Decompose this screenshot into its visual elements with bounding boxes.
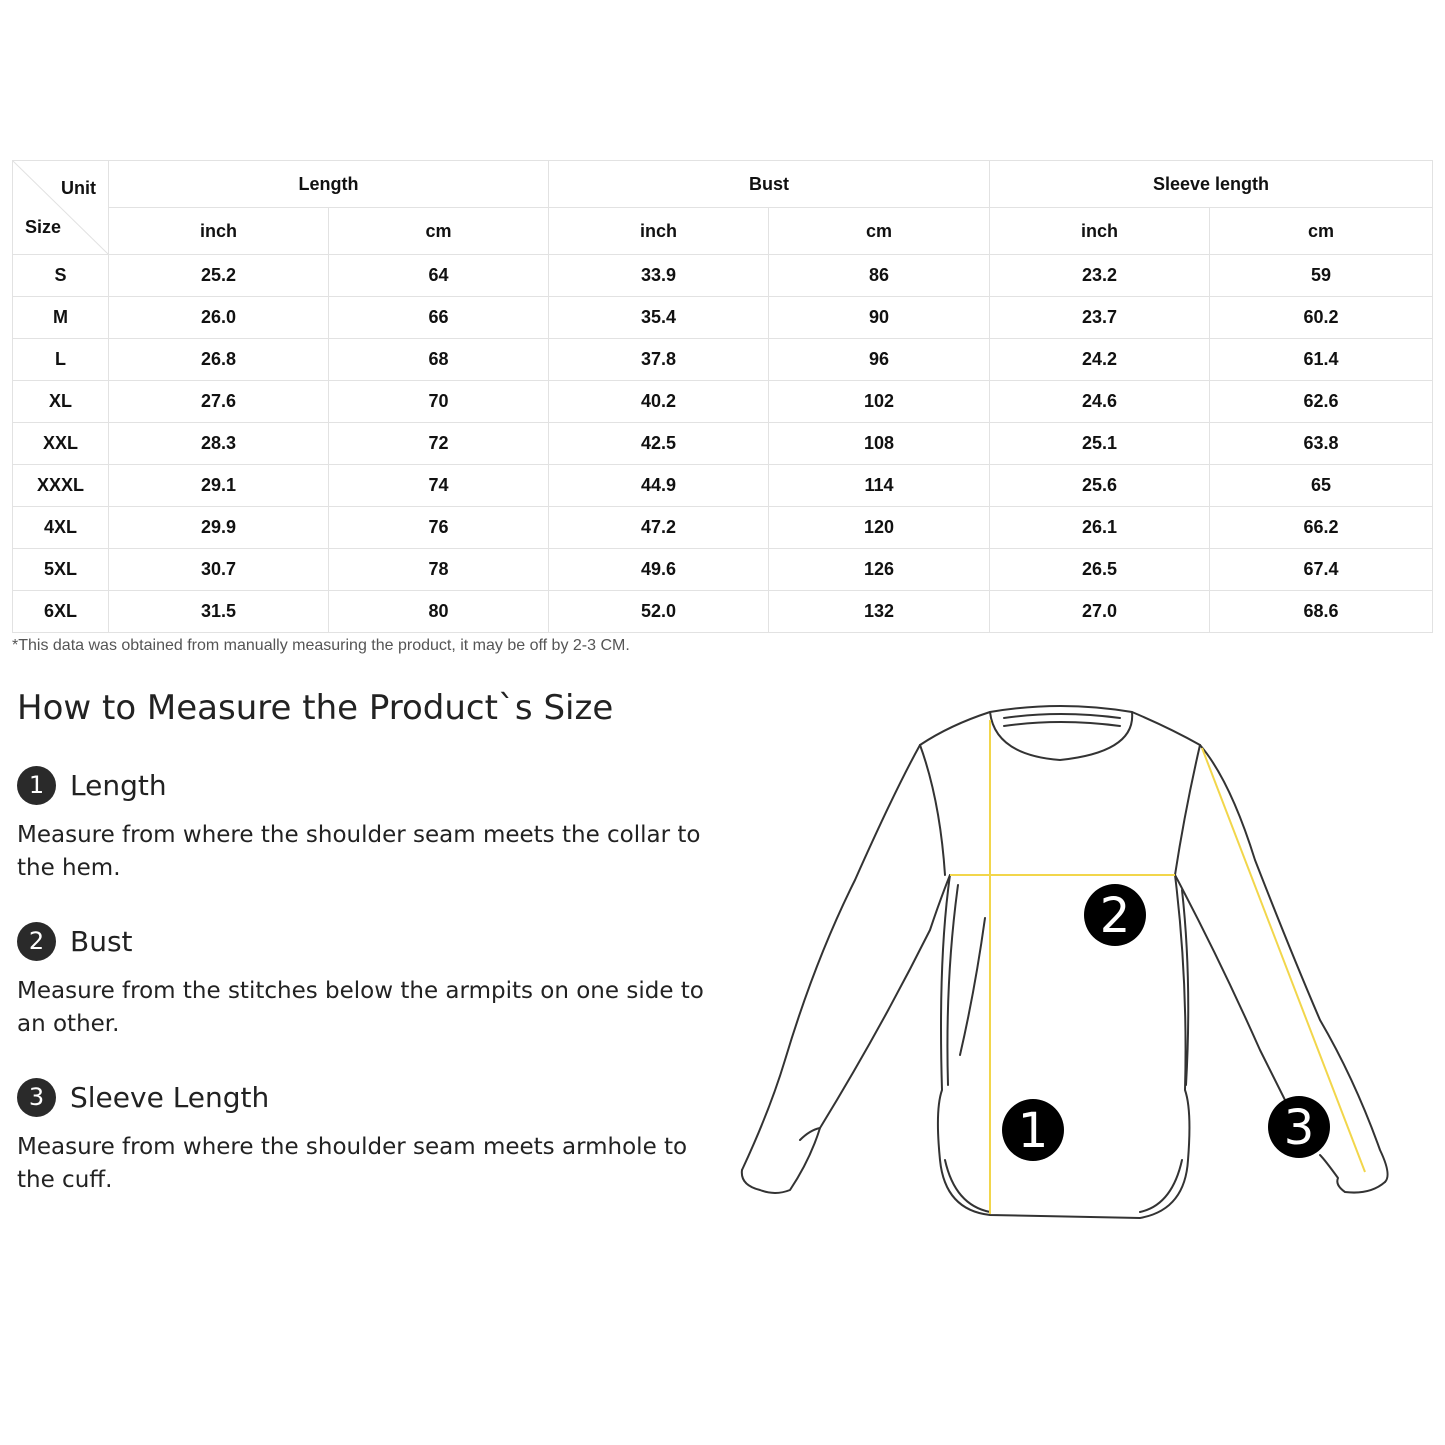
- measurement-value-cell: 26.0: [109, 297, 329, 339]
- size-label-cell: 5XL: [13, 549, 109, 591]
- table-row: [13, 255, 1433, 297]
- unit-header: inch: [990, 208, 1210, 255]
- group-header-bust: Bust: [549, 161, 990, 208]
- measurement-value-cell: 47.2: [549, 507, 769, 549]
- measure-guide-title: How to Measure the Product`s Size: [17, 688, 614, 728]
- table-row: [13, 549, 1433, 591]
- measurement-value-cell: 59: [1210, 255, 1433, 297]
- measurement-value-cell: 76: [329, 507, 549, 549]
- corner-diagonal-line: [13, 161, 108, 254]
- marker-3: [1268, 1096, 1330, 1158]
- step-description: Measure from where the shoulder seam meets armhole to the cuff.: [17, 1134, 688, 1193]
- measurement-value-cell: 86: [769, 255, 990, 297]
- measurement-value-cell: 40.2: [549, 381, 769, 423]
- measurement-value-cell: 42.5: [549, 423, 769, 465]
- measurement-value-cell: 26.1: [990, 507, 1210, 549]
- size-chart-table: [12, 160, 1433, 633]
- unit-header: cm: [1210, 208, 1433, 255]
- table-row: [13, 423, 1433, 465]
- measurement-value-cell: 66.2: [1210, 507, 1433, 549]
- measurement-value-cell: 74: [329, 465, 549, 507]
- measurement-value-cell: 27.0: [990, 591, 1210, 633]
- size-label-cell: XXL: [13, 423, 109, 465]
- measurement-value-cell: 70: [329, 381, 549, 423]
- table-row: [13, 507, 1433, 549]
- measurement-value-cell: 27.6: [109, 381, 329, 423]
- measurement-value-cell: 25.6: [990, 465, 1210, 507]
- table-body: [13, 255, 1433, 633]
- measurement-value-cell: 108: [769, 423, 990, 465]
- unit-header: inch: [109, 208, 329, 255]
- step-description: Measure from the stitches below the armpits on one side to an other.: [17, 978, 704, 1037]
- step-description: Measure from where the shoulder seam meets the collar to the hem.: [17, 822, 701, 881]
- corner-unit-label: Unit: [61, 178, 96, 198]
- step-title: Length: [70, 768, 167, 802]
- measurement-value-cell: 62.6: [1210, 381, 1433, 423]
- measurement-value-cell: 31.5: [109, 591, 329, 633]
- group-header-length: Length: [109, 161, 549, 208]
- sweater-measurement-diagram: [730, 695, 1400, 1230]
- measurement-value-cell: 68: [329, 339, 549, 381]
- size-label-cell: 6XL: [13, 591, 109, 633]
- measurement-value-cell: 72: [329, 423, 549, 465]
- measurement-value-cell: 114: [769, 465, 990, 507]
- measurement-value-cell: 60.2: [1210, 297, 1433, 339]
- measurement-value-cell: 126: [769, 549, 990, 591]
- measurement-value-cell: 132: [769, 591, 990, 633]
- step-bust: [17, 921, 727, 1041]
- step-number-badge: 3: [17, 1078, 56, 1117]
- measurement-value-cell: 26.8: [109, 339, 329, 381]
- corner-size-label: Size: [25, 217, 62, 237]
- step-sleeve-length: [17, 1077, 727, 1197]
- size-label-cell: 4XL: [13, 507, 109, 549]
- marker-2-label: 2: [1099, 888, 1131, 944]
- unit-header: cm: [769, 208, 990, 255]
- marker-1: [1002, 1099, 1064, 1161]
- measurement-value-cell: 28.3: [109, 423, 329, 465]
- measurement-value-cell: 23.2: [990, 255, 1210, 297]
- measurement-value-cell: 37.8: [549, 339, 769, 381]
- measurement-value-cell: 61.4: [1210, 339, 1433, 381]
- table-row: [13, 297, 1433, 339]
- size-label-cell: M: [13, 297, 109, 339]
- table-row: [13, 465, 1433, 507]
- measurement-disclaimer: *This data was obtained from manually measuring the product, it may be off by 2-3 CM.: [12, 637, 630, 654]
- table-row: [13, 591, 1433, 633]
- measurement-value-cell: 68.6: [1210, 591, 1433, 633]
- measurement-value-cell: 80: [329, 591, 549, 633]
- measurement-value-cell: 64: [329, 255, 549, 297]
- size-label-cell: L: [13, 339, 109, 381]
- measurement-value-cell: 44.9: [549, 465, 769, 507]
- unit-header: cm: [329, 208, 549, 255]
- marker-2: [1084, 884, 1146, 946]
- measurement-value-cell: 24.6: [990, 381, 1210, 423]
- measurement-value-cell: 23.7: [990, 297, 1210, 339]
- marker-1-label: 1: [1017, 1103, 1049, 1159]
- measurement-value-cell: 24.2: [990, 339, 1210, 381]
- measurement-value-cell: 25.2: [109, 255, 329, 297]
- size-label-cell: XXXL: [13, 465, 109, 507]
- measurement-value-cell: 102: [769, 381, 990, 423]
- measurement-value-cell: 26.5: [990, 549, 1210, 591]
- unit-header: inch: [549, 208, 769, 255]
- table-row: [13, 381, 1433, 423]
- measurement-value-cell: 96: [769, 339, 990, 381]
- measurement-value-cell: 35.4: [549, 297, 769, 339]
- measurement-value-cell: 67.4: [1210, 549, 1433, 591]
- table-corner-cell: [13, 161, 109, 255]
- group-header-sleeve-length: Sleeve length: [990, 161, 1433, 208]
- measurement-value-cell: 49.6: [549, 549, 769, 591]
- measurement-value-cell: 90: [769, 297, 990, 339]
- measurement-value-cell: 65: [1210, 465, 1433, 507]
- measurement-value-cell: 66: [329, 297, 549, 339]
- size-label-cell: S: [13, 255, 109, 297]
- measurement-value-cell: 30.7: [109, 549, 329, 591]
- measurement-value-cell: 52.0: [549, 591, 769, 633]
- table-row: [13, 339, 1433, 381]
- step-title: Sleeve Length: [70, 1080, 270, 1114]
- step-number-badge: 2: [17, 922, 56, 961]
- measurement-value-cell: 63.8: [1210, 423, 1433, 465]
- measurement-value-cell: 120: [769, 507, 990, 549]
- step-length: [17, 765, 727, 885]
- measurement-value-cell: 29.9: [109, 507, 329, 549]
- marker-3-label: 3: [1283, 1100, 1315, 1156]
- size-label-cell: XL: [13, 381, 109, 423]
- measurement-value-cell: 25.1: [990, 423, 1210, 465]
- step-number-badge: 1: [17, 766, 56, 805]
- measurement-value-cell: 33.9: [549, 255, 769, 297]
- measurement-value-cell: 78: [329, 549, 549, 591]
- step-title: Bust: [70, 924, 133, 958]
- measurement-value-cell: 29.1: [109, 465, 329, 507]
